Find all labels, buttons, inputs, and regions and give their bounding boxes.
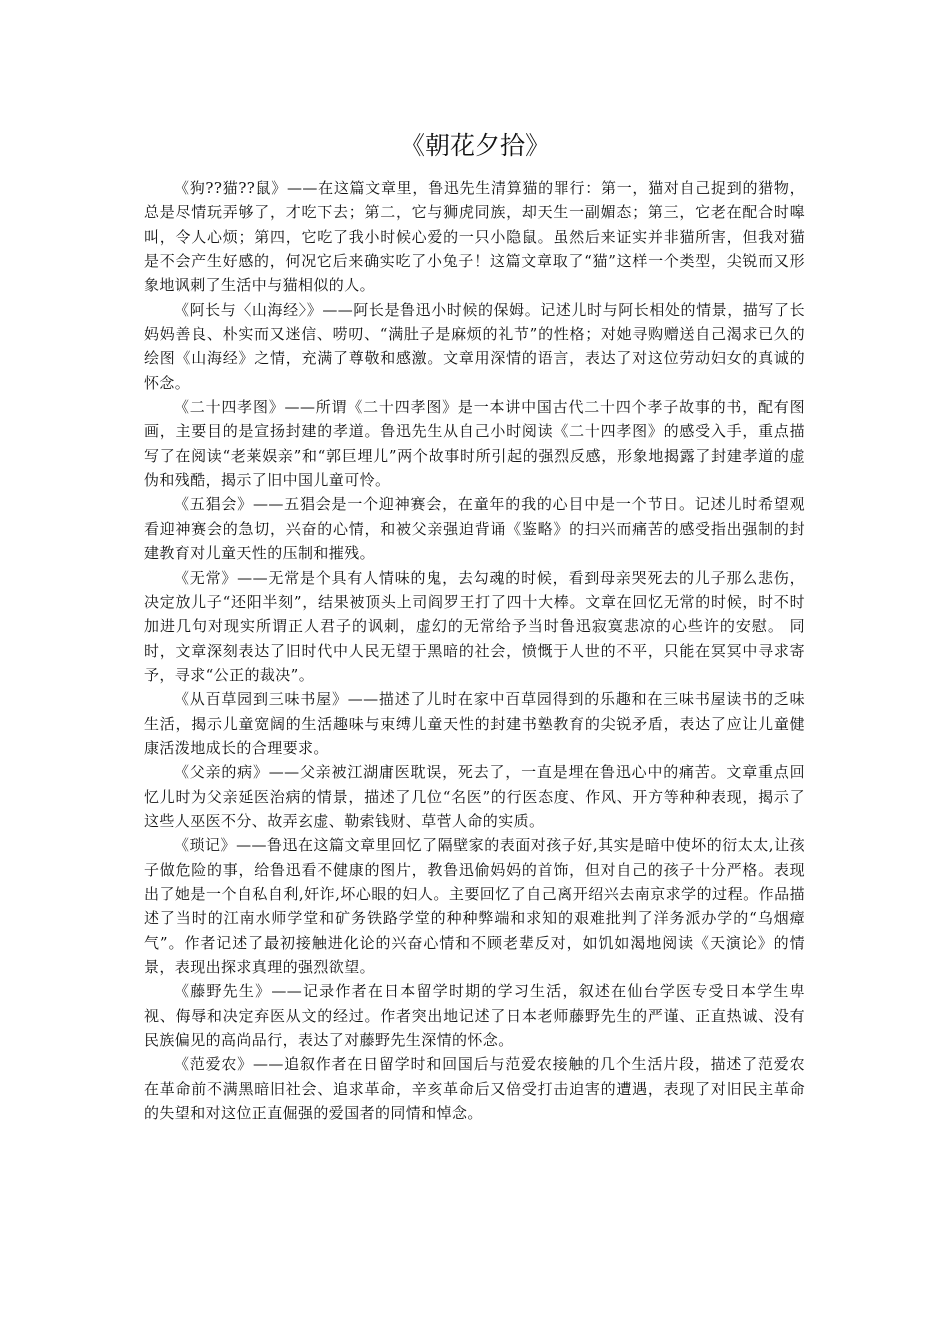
paragraph-gou-mao-shu: 《狗??猫??鼠》——在这篇文章里，鲁迅先生清算猫的罪行：第一，猫对自己捉到的猎物，总是尽情玩弄够了，才吃下去；第二，它与狮虎同族，却天生一副媚态；第三，它老在配合时嗥叫，令人心烦；第四，它吃了我小时候心爱的一只小隐鼠。虽然后来证实并非猫所害，但我对猫是不会产生好感的，何况它后来确实吃了小兔子！这篇文章取了“猫”这样一个类型，尖锐而又形象地讽刺了生活中与猫相似的人。 [144,179,805,295]
paragraph-a-chang: 《阿长与〈山海经〉》——阿长是鲁迅小时候的保姆。记述儿时与阿长相处的情景，描写了长妈妈善良、朴实而又迷信、唠叨、“满肚子是麻烦的礼节”的性格；对她寻购赠送自己渴求已久的绘图《山海经》之情，充满了尊敬和感激。文章用深情的语言，表达了对这位劳动妇女的真诚的怀念。 [144,300,805,392]
paragraph-ershisi-xiao-tu: 《二十四孝图》——所谓《二十四孝图》是一本讲中国古代二十四个孝子故事的书，配有图画，主要目的是宣扬封建的孝道。鲁迅先生从自己小时阅读《二十四孝图》的感受入手，重点描写了在阅读“老莱娱亲”和“郭巨埋儿”两个故事时所引起的强烈反感，形象地揭露了封建孝道的虚伪和残酷，揭示了旧中国儿童可怜。 [144,398,805,490]
document-body [144,176,805,1125]
paragraph-fuqin-de-bing: 《父亲的病》——父亲被江湖庸医耽误，死去了，一直是埋在鲁迅心中的痛苦。文章重点回忆儿时为父亲延医治病的情景，描述了几位“名医”的行医态度、作风、开方等种种表现，揭示了这些人巫医不分、故弄玄虚、勒索钱财、草菅人命的实质。 [144,763,805,830]
paragraph-tengye-xiansheng: 《藤野先生》——记录作者在日本留学时期的学习生活，叙述在仙台学医专受日本学生卑视、侮辱和决定弃医从文的经过。作者突出地记述了日本老师藤野先生的严谨、正直热诚、没有民族偏见的高尚品行，表达了对藤野先生深情的怀念。 [144,982,805,1050]
paragraph-baicaoyuan: 《从百草园到三味书屋》——描述了儿时在家中百草园得到的乐趣和在三味书屋读书的乏味生活，揭示儿童宽阔的生活趣味与束缚儿童天性的封建书塾教育的尖锐矛盾，表达了应让儿童健康活泼地成长的合理要求。 [144,690,805,757]
paragraph-fan-ai-nong: 《范爱农》——追叙作者在日留学时和回国后与范爱农接触的几个生活片段，描述了范爱农在革命前不满黑暗旧社会、追求革命，辛亥革命后又倍受打击迫害的遭遇，表现了对旧民主革命的失望和对这位正直倔强的爱国者的同情和悼念。 [144,1055,805,1123]
paragraph-suo-ji: 《琐记》——鲁迅在这篇文章里回忆了隔壁家的表面对孩子好,其实是暗中使坏的衍太太,让孩子做危险的事，给鲁迅看不健康的图片，教鲁迅偷妈妈的首饰，但对自己的孩子十分严格。表现出了她是一个自私自利,奸诈,坏心眼的妇人。主要回忆了自己离开绍兴去南京求学的过程。作品描述了当时的江南水师学堂和矿务铁路学堂的种种弊端和求知的艰难批判了洋务派办学的“乌烟瘴气”。作者记述了最初接触进化论的兴奋心情和不顾老辈反对，如饥如渴地阅读《天演论》的情景，表现出探求真理的强烈欲望。 [144,836,805,976]
paragraph-wu-chang: 《无常》——无常是个具有人情味的鬼，去勾魂的时候，看到母亲哭死去的儿子那么悲伤，决定放儿子“还阳半刻”，结果被顶头上司阎罗王打了四十大棒。文章在回忆无常的时候，时不时加进几句对现实所谓正人君子的讽刺，虚幻的无常给予当时鲁迅寂寞悲凉的心些许的安慰。 同时，文章深刻表达了旧时代中人民无望于黑暗的社会，愤慨于人世的不平，只能在冥冥中寻求寄予，寻求“公正的裁决”。 [144,568,805,684]
paragraph-wu-chang-hui: 《五猖会》——五猖会是一个迎神赛会，在童年的我的心目中是一个节日。记述儿时希望观看迎神赛会的急切，兴奋的心情，和被父亲强迫背诵《鉴略》的扫兴而痛苦的感受指出强制的封建教育对儿童天性的压制和摧残。 [144,495,805,563]
document-title: 《朝花夕拾》 [399,131,550,160]
